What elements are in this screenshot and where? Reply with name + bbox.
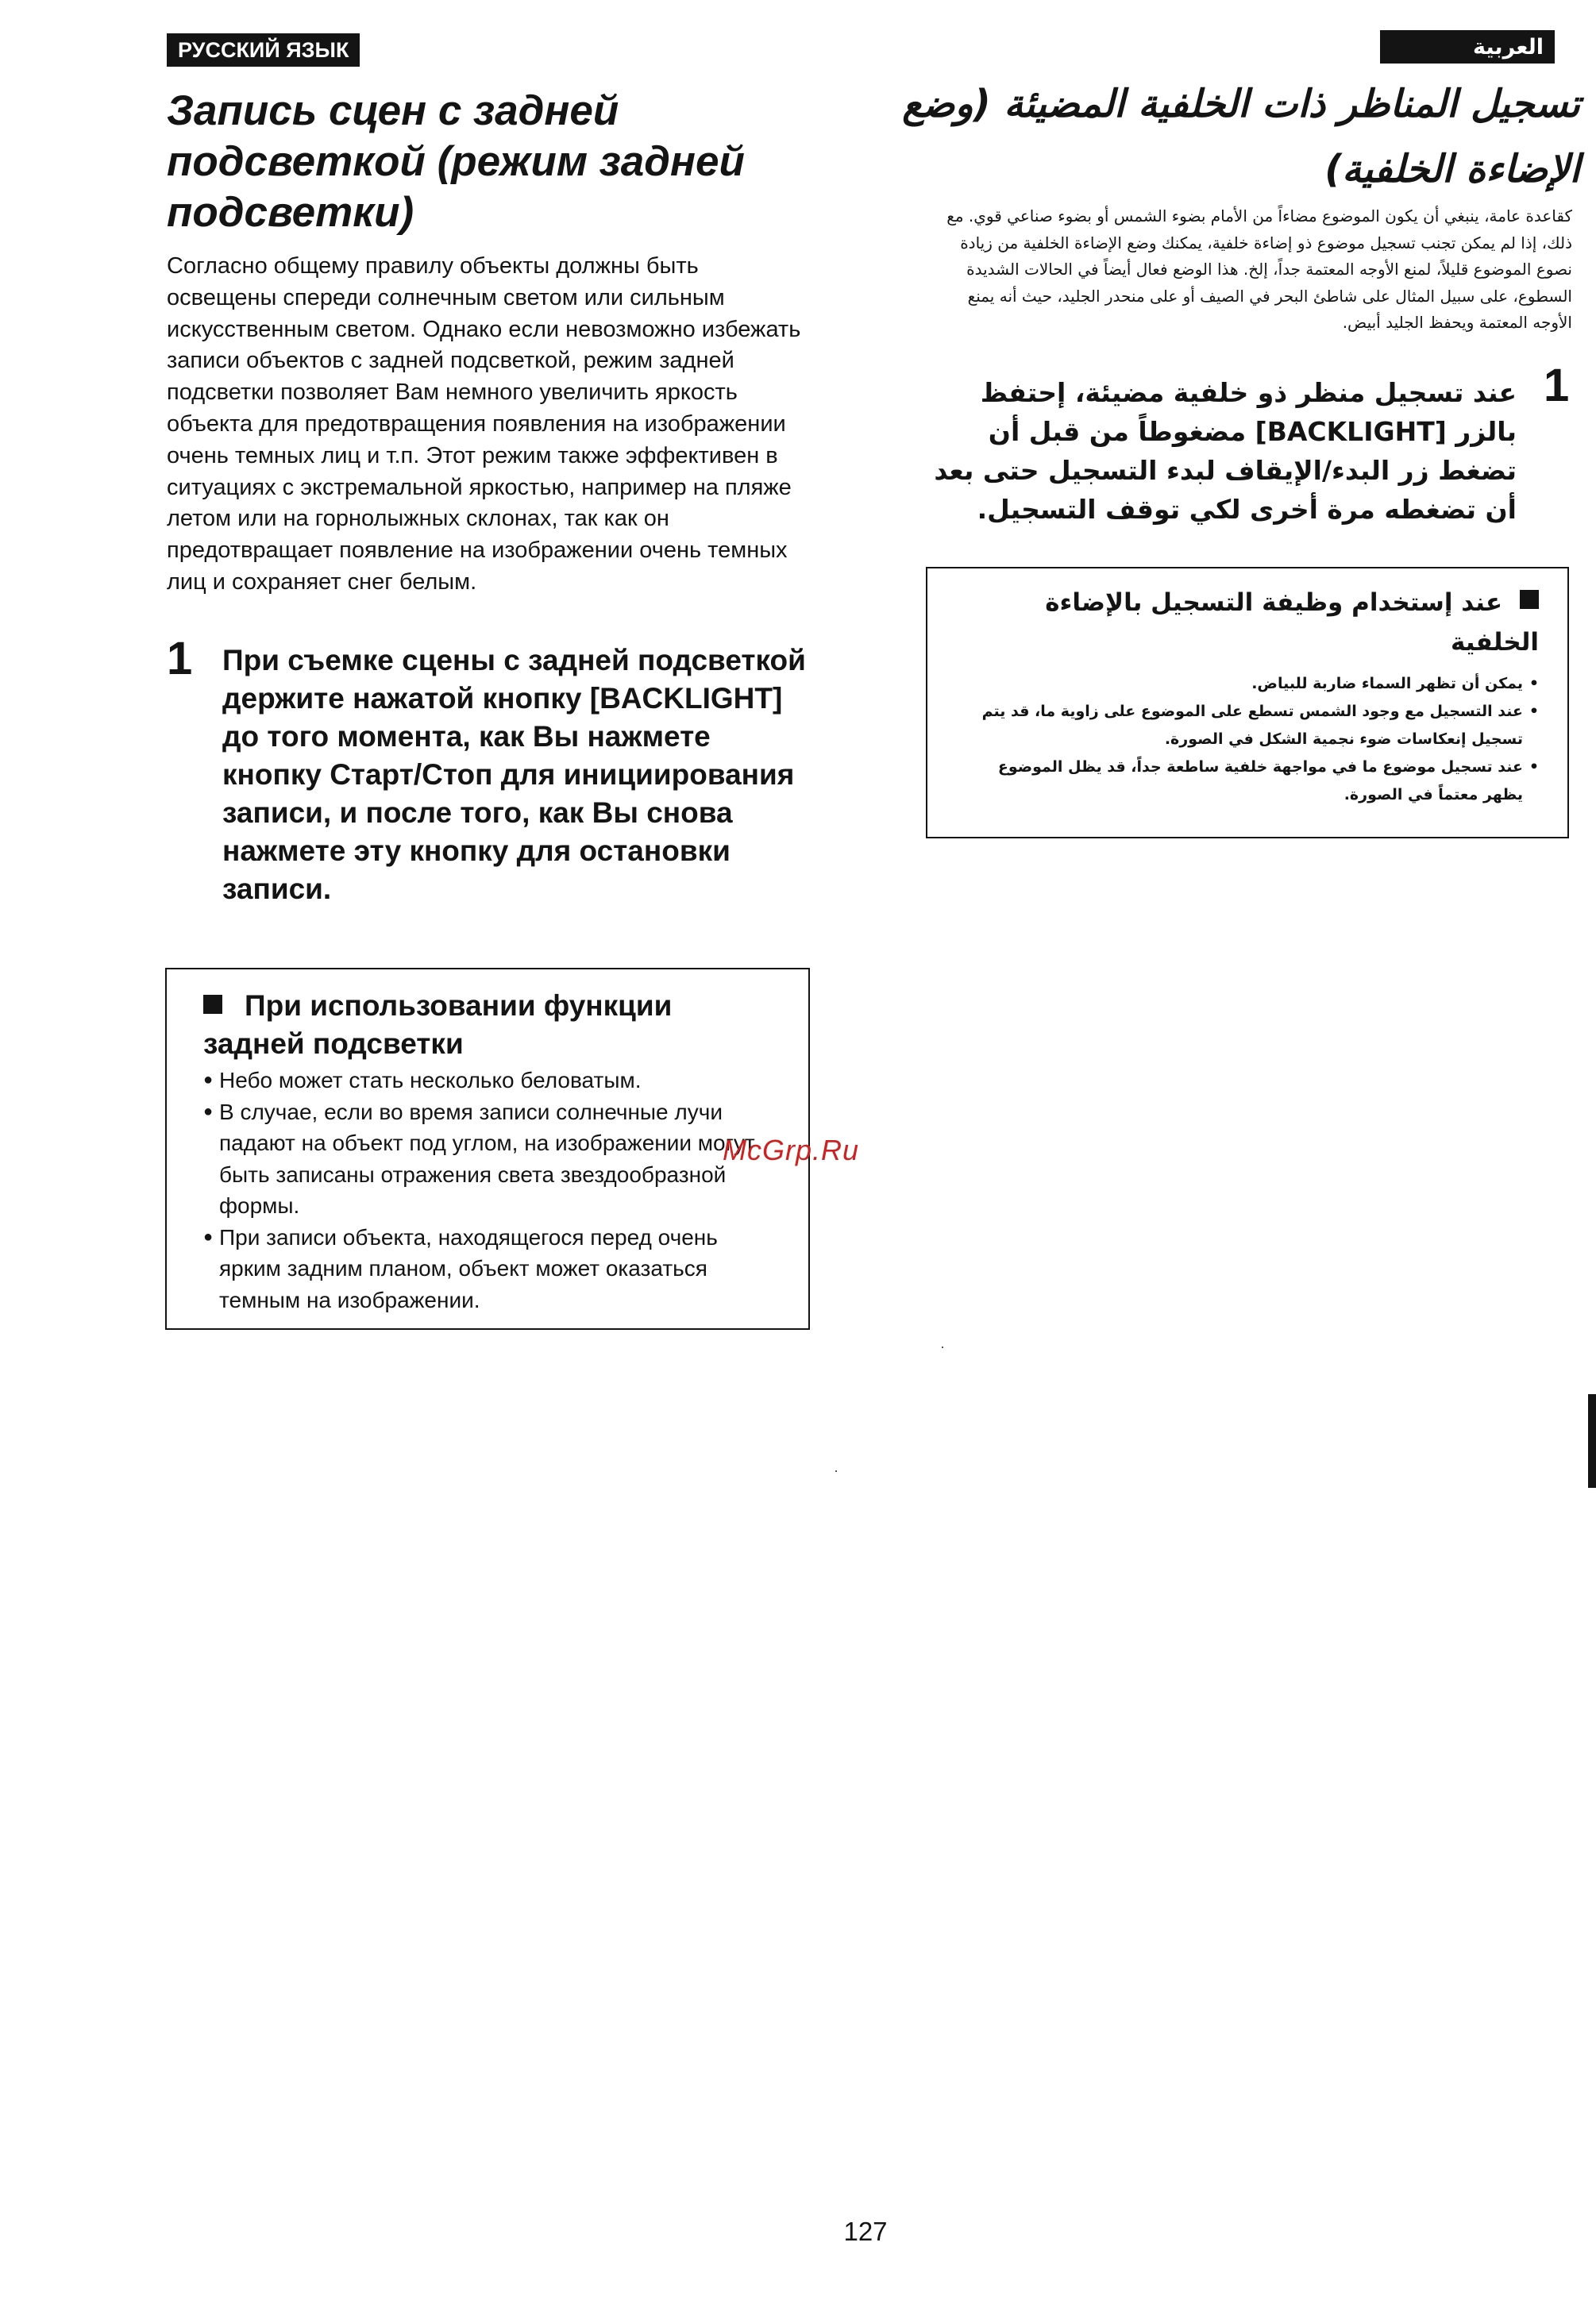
- note-list-arabic: [959, 670, 1539, 809]
- page-number: 127: [843, 2217, 888, 2246]
- note-item: • عند تسجيل موضوع ما في مواجهة خلفية ساطعة جداً، قد يظل الموضوع يظهر معتماً في الصورة.: [959, 753, 1539, 809]
- language-tag-arabic: العربية: [1380, 30, 1555, 64]
- step-number-russian: 1: [167, 633, 193, 684]
- step-instruction-arabic: عند تسجيل منظر ذو خلفية مضيئة، إحتفظ بالزر [BACKLIGHT] مضغوطاً من قبل أن تضغط زر البدء/الإيقاف لبدء التسجيل حتى بعد أن تضغطه مرة أخرى لكي توقف التسجيل.: [934, 377, 1517, 525]
- square-bullet-icon: [203, 995, 222, 1014]
- note-box-arabic: [926, 567, 1569, 838]
- section-edge-marker: [1588, 1394, 1596, 1488]
- page-title-arabic: تسجيل المناظر ذات الخلفية المضيئة (وضع الإضاءة الخلفية): [902, 82, 1580, 191]
- note-heading-arabic: عند إستخدام وظيفة التسجيل بالإضاءة الخلفية: [1045, 588, 1539, 657]
- note-heading-russian: При использовании функции задней подсветки: [203, 989, 673, 1060]
- intro-paragraph-russian: Согласно общему правилу объекты должны быть освещены спереди солнечным светом или сильным искусственным светом. Однако если невозможно избежать записи объектов с задней подсветкой, режим задней подсветки позволяет Вам немного увеличить яркость объекта для предотвращения появления на изображении очень темных лиц и т.п. Этот режим также эффективен в ситуациях с экстремальной яркостью, например на пляже летом или на горнолыжных склонах, так как он предотвращает появление на изображении очень темных лиц и сохраняет снег белым.: [167, 253, 801, 595]
- note-item: • عند التسجيل مع وجود الشمس تسطع على الموضوع على زاوية ما، قد يتم تسجيل إنعكاسات ضوء نجمية الشكل في الصورة.: [959, 698, 1539, 753]
- square-bullet-icon: [1520, 590, 1539, 609]
- note-box-russian: [165, 968, 810, 1330]
- watermark: McGrp.Ru: [723, 1134, 860, 1166]
- scan-speck: [835, 1470, 837, 1472]
- page-title-russian: Запись сцен с задней подсветкой (режим задней подсветки): [167, 87, 745, 236]
- scan-speck: [942, 1347, 943, 1348]
- intro-paragraph-arabic: كقاعدة عامة، ينبغي أن يكون الموضوع مضاءاً من الأمام بضوء الشمس أو بضوء صناعي قوي. مع ذلك، إذا لم يمكن تجنب تسجيل موضوع ذو إضاءة خلفية، يمكنك وضع الإضاءة الخلفية من زيادة نصوع الموضوع قليلاً، لمنع الأوجه المعتمة جداً، إلخ. هذا الوضع فعال أيضاً في الحالات الشديدة السطوع، على سبيل المثال على شاطئ البحر في الصيف أو على منحدر الجليد، حيث أنه يمنع الأوجه المعتمة ويحفظ الجليد أبيض.: [946, 206, 1572, 332]
- step-number-arabic: 1: [1544, 360, 1570, 411]
- language-tag-russian: РУССКИЙ ЯЗЫК: [167, 33, 360, 67]
- note-item: • يمكن أن تظهر السماء ضاربة للبياض.: [959, 670, 1539, 698]
- step-instruction-russian: При съемке сцены с задней подсветкой держите нажатой кнопку [BACKLIGHT] до того момента, как Вы нажмете кнопку Старт/Стоп для инициирования записи, и после того, как Вы снова нажмете эту кнопку для остановки записи.: [222, 644, 806, 905]
- note-item: ● В случае, если во время записи солнечные лучи падают на объект под углом, на изображении могут быть записаны отражения света звездообразной формы.: [203, 1096, 775, 1222]
- note-item: ● При записи объекта, находящегося перед очень ярким задним планом, объект может оказаться темным на изображении.: [203, 1222, 775, 1316]
- note-list-russian: [203, 1065, 775, 1316]
- note-item: ● Небо может стать несколько беловатым.: [203, 1065, 775, 1096]
